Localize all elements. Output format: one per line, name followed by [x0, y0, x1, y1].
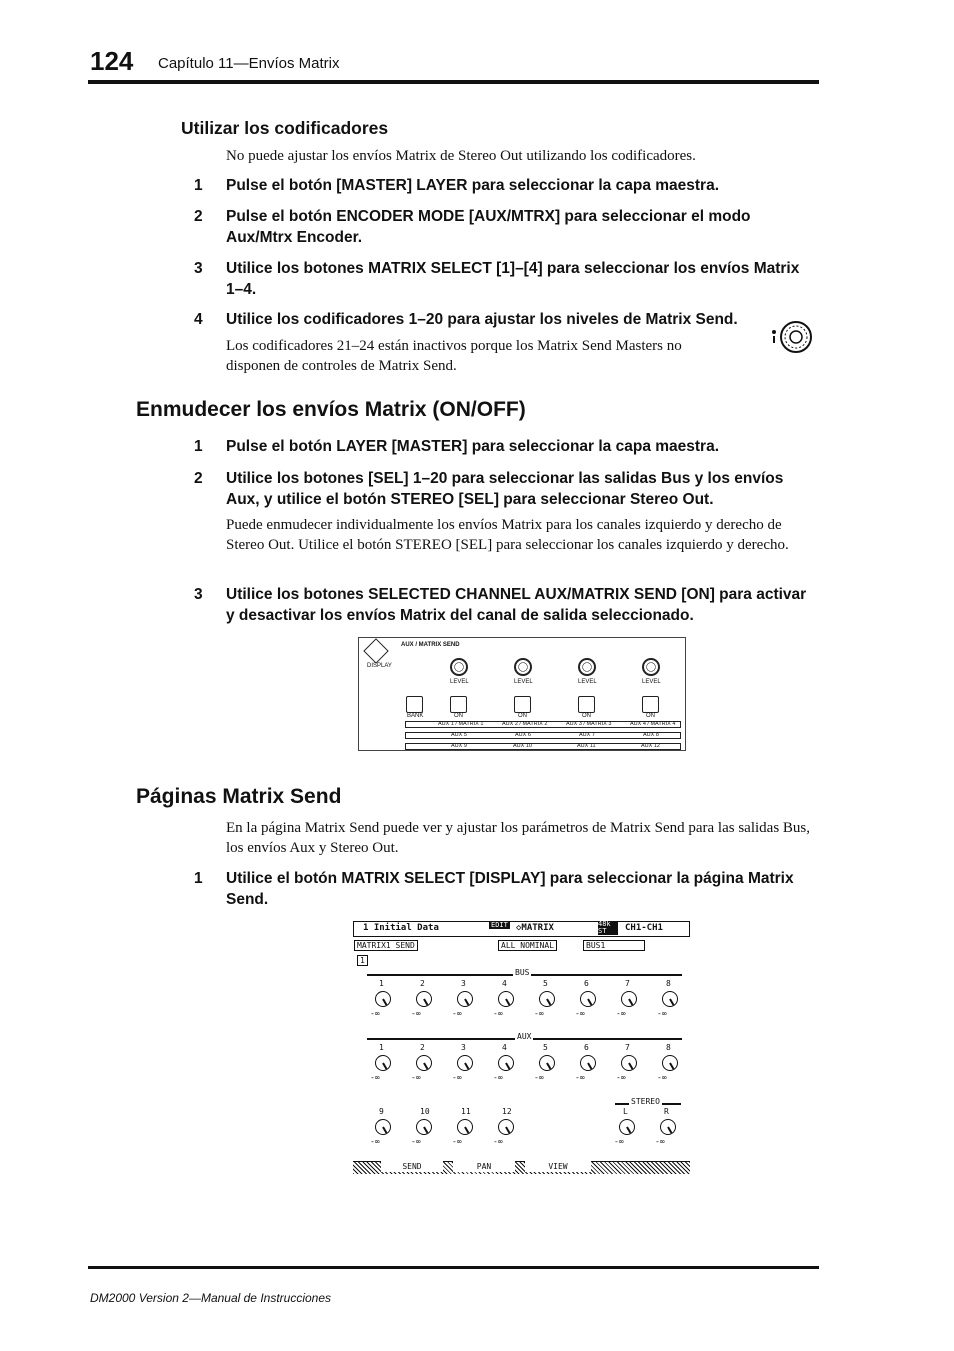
- bank-row-label: AUX 10: [513, 743, 532, 749]
- bank-row-label: AUX 5: [451, 732, 467, 738]
- bank-button[interactable]: [406, 696, 423, 713]
- level-label: LEVEL: [450, 679, 469, 685]
- bus-channel-label: 8: [666, 979, 671, 988]
- step-text: Pulse el botón ENCODER MODE [AUX/MTRX] para seleccionar el modo Aux/Mtrx Encoder.: [226, 208, 751, 246]
- edit-indicator: EDIT: [491, 921, 508, 929]
- bank-row-label: AUX 12: [641, 743, 660, 749]
- step-text: Utilice el botón MATRIX SELECT [DISPLAY] para seleccionar la página Matrix Send.: [226, 870, 794, 908]
- bus-send-value: -∞: [616, 1009, 626, 1018]
- bus-channel-label: 3: [461, 979, 466, 988]
- step-text: Pulse el botón [MASTER] LAYER para seleccionar la capa maestra.: [226, 177, 720, 194]
- bank-row-2: [405, 732, 681, 739]
- stereo-send-knob[interactable]: [619, 1119, 635, 1135]
- bus-send-knob[interactable]: [498, 991, 514, 1007]
- aux-send-knob[interactable]: [375, 1055, 391, 1071]
- on-button-1[interactable]: [450, 696, 467, 713]
- stereo-group-label: STEREO: [631, 1097, 660, 1106]
- step-number: 4: [194, 311, 203, 328]
- aux-send-knob[interactable]: [662, 1055, 678, 1071]
- fs-indicator: 48k ST: [598, 921, 618, 935]
- header-rule: [88, 80, 819, 84]
- encoder-knob-icon: [768, 320, 814, 356]
- on-button-2[interactable]: [514, 696, 531, 713]
- level-knob-1[interactable]: [450, 658, 468, 676]
- lcd-matrix-send-screen: [353, 921, 690, 1173]
- tab-send[interactable]: SEND: [381, 1161, 443, 1172]
- chapter-title: Capítulo 11—Envíos Matrix: [158, 55, 340, 72]
- aux-channel-label: 11: [461, 1107, 471, 1116]
- aux-matrix-send-panel: [358, 637, 686, 751]
- display-label: DISPLAY: [367, 663, 392, 669]
- bus-send-value: -∞: [657, 1009, 667, 1018]
- aux-channel-label: 4: [502, 1043, 507, 1052]
- aux-send-knob[interactable]: [621, 1055, 637, 1071]
- aux-send-knob[interactable]: [498, 1055, 514, 1071]
- bus-send-knob[interactable]: [580, 991, 596, 1007]
- level-knob-2[interactable]: [514, 658, 532, 676]
- bank-row-label: AUX 1 / MATRIX 1: [438, 721, 484, 727]
- step-number: 2: [194, 208, 203, 225]
- bank-row-label: AUX 6: [515, 732, 531, 738]
- stereo-send-value: -∞: [655, 1137, 665, 1146]
- bank-row-label: AUX 8: [643, 732, 659, 738]
- step-text: Utilice los codificadores 1–20 para ajustar los niveles de Matrix Send.: [226, 311, 738, 328]
- section-heading-pages: Páginas Matrix Send: [136, 785, 342, 808]
- bus-send-knob[interactable]: [539, 991, 555, 1007]
- bus-channel-label: 7: [625, 979, 630, 988]
- step-number: 1: [194, 870, 203, 887]
- step-number: 1: [194, 177, 203, 194]
- page-name: ◇MATRIX: [516, 923, 554, 933]
- aux-channel-label: 1: [379, 1043, 384, 1052]
- bus-send-value: -∞: [575, 1009, 585, 1018]
- aux-channel-label: 9: [379, 1107, 384, 1116]
- selected-channel-box: BUS1: [583, 940, 645, 951]
- aux-send-value: -∞: [411, 1137, 421, 1146]
- level-label: LEVEL: [642, 679, 661, 685]
- aux-send-value: -∞: [452, 1137, 462, 1146]
- all-nominal-button[interactable]: ALL NOMINAL: [498, 940, 557, 951]
- on-label: ON: [582, 713, 591, 719]
- bus-channel-label: 6: [584, 979, 589, 988]
- stereo-channel-label: R: [664, 1107, 669, 1116]
- bus-channel-label: 1: [379, 979, 384, 988]
- aux-send-knob[interactable]: [580, 1055, 596, 1071]
- bank-row-label: AUX 11: [577, 743, 596, 749]
- aux-channel-label: 12: [502, 1107, 512, 1116]
- bus-send-value: -∞: [411, 1009, 421, 1018]
- step-text: Pulse el botón LAYER [MASTER] para seleccionar la capa maestra.: [226, 438, 720, 455]
- bank-row-label: AUX 4 / MATRIX 4: [630, 721, 676, 727]
- on-button-3[interactable]: [578, 696, 595, 713]
- bus-group-label: BUS: [515, 968, 530, 977]
- aux-send-value: -∞: [493, 1073, 503, 1082]
- section-heading-encoders: Utilizar los codificadores: [181, 118, 389, 138]
- level-label: LEVEL: [514, 679, 533, 685]
- bank-label: BANK: [407, 713, 424, 719]
- bus-send-knob[interactable]: [457, 991, 473, 1007]
- level-knob-3[interactable]: [578, 658, 596, 676]
- aux-send-knob[interactable]: [416, 1055, 432, 1071]
- aux-send-value: -∞: [493, 1137, 503, 1146]
- aux-send-value: -∞: [452, 1073, 462, 1082]
- matrix-number-box: 1: [357, 955, 368, 966]
- bus-channel-label: 4: [502, 979, 507, 988]
- bus-channel-label: 5: [543, 979, 548, 988]
- channel-label: CH1-CH1: [625, 923, 663, 933]
- aux-send-knob[interactable]: [539, 1055, 555, 1071]
- aux-channel-label: 5: [543, 1043, 548, 1052]
- tab-view[interactable]: VIEW: [525, 1161, 591, 1172]
- bus-send-value: -∞: [493, 1009, 503, 1018]
- section3-intro: En la página Matrix Send puede ver y ajustar los parámetros de Matrix Send para las salidas Bus, los envíos Aux y Stereo Out.: [226, 820, 811, 856]
- section-heading-mute: Enmudecer los envíos Matrix (ON/OFF): [136, 398, 526, 421]
- footer-rule: [88, 1266, 819, 1269]
- aux-send-value: -∞: [370, 1137, 380, 1146]
- on-button-4[interactable]: [642, 696, 659, 713]
- aux-send-knob[interactable]: [457, 1055, 473, 1071]
- step-text: Utilice los botones MATRIX SELECT [1]–[4] para seleccionar los envíos Matrix 1–4.: [226, 260, 800, 298]
- bank-row-label: AUX 9: [451, 743, 467, 749]
- panel-title: AUX / MATRIX SEND: [401, 642, 460, 648]
- level-knob-4[interactable]: [642, 658, 660, 676]
- bank-row-label: AUX 2 / MATRIX 2: [502, 721, 548, 727]
- bank-row-label: AUX 7: [579, 732, 595, 738]
- bank-row-label: AUX 3 / MATRIX 3: [566, 721, 612, 727]
- aux-send-knob[interactable]: [498, 1119, 514, 1135]
- aux-send-knob[interactable]: [375, 1119, 391, 1135]
- display-button[interactable]: [363, 638, 388, 663]
- level-label: LEVEL: [578, 679, 597, 685]
- bank-row-3: [405, 743, 681, 750]
- aux-channel-label: 8: [666, 1043, 671, 1052]
- aux-send-value: -∞: [370, 1073, 380, 1082]
- stereo-channel-label: L: [623, 1107, 628, 1116]
- aux-send-value: -∞: [534, 1073, 544, 1082]
- bus-send-knob[interactable]: [662, 991, 678, 1007]
- on-label: ON: [518, 713, 527, 719]
- stereo-send-knob[interactable]: [660, 1119, 676, 1135]
- step-number: 3: [194, 586, 203, 603]
- page-number: 124: [90, 46, 134, 76]
- on-label: ON: [454, 713, 463, 719]
- aux-send-value: -∞: [616, 1073, 626, 1082]
- section1-intro: No puede ajustar los envíos Matrix de Stereo Out utilizando los codificadores.: [226, 148, 696, 164]
- aux-channel-label: 2: [420, 1043, 425, 1052]
- aux-send-value: -∞: [411, 1073, 421, 1082]
- aux-channel-label: 3: [461, 1043, 466, 1052]
- bus-channel-label: 2: [420, 979, 425, 988]
- aux-send-knob[interactable]: [457, 1119, 473, 1135]
- bank-row-1: [405, 721, 681, 728]
- aux-send-value: -∞: [657, 1073, 667, 1082]
- section1-note: Los codificadores 21–24 están inactivos porque los Matrix Send Masters no disponen de controles de Matrix Send.: [226, 338, 682, 374]
- aux-channel-label: 7: [625, 1043, 630, 1052]
- step-text: Utilice los botones [SEL] 1–20 para seleccionar las salidas Bus y los envíos Aux, y utilice el botón STEREO [SEL] para seleccionar Stereo Out.: [226, 470, 784, 508]
- tab-pan[interactable]: PAN: [453, 1161, 515, 1172]
- matrix-send-label: MATRIX1 SEND: [354, 940, 418, 951]
- bus-send-value: -∞: [534, 1009, 544, 1018]
- on-label: ON: [646, 713, 655, 719]
- stereo-send-value: -∞: [614, 1137, 624, 1146]
- bus-send-knob[interactable]: [416, 991, 432, 1007]
- section2-note: Puede enmudecer individualmente los envíos Matrix para los canales izquierdo y derecho de Stereo Out. Utilice el botón STEREO [SEL] para seleccionar los canales izquierdo y derecho.: [226, 517, 789, 553]
- step-number: 2: [194, 470, 203, 487]
- scene-label: 1 Initial Data: [363, 923, 439, 933]
- bus-send-knob[interactable]: [375, 991, 391, 1007]
- footer-text: DM2000 Version 2—Manual de Instrucciones: [90, 1291, 332, 1305]
- aux-send-knob[interactable]: [416, 1119, 432, 1135]
- aux-send-value: -∞: [575, 1073, 585, 1082]
- aux-channel-label: 6: [584, 1043, 589, 1052]
- aux-group-label: AUX: [517, 1032, 532, 1041]
- bus-send-value: -∞: [452, 1009, 462, 1018]
- step-text: Utilice los botones SELECTED CHANNEL AUX/MATRIX SEND [ON] para activar y desactivar los envíos Matrix del canal de salida seleccionado.: [226, 586, 807, 624]
- bus-send-knob[interactable]: [621, 991, 637, 1007]
- step-number: 1: [194, 438, 203, 455]
- step-number: 3: [194, 260, 203, 277]
- bus-send-value: -∞: [370, 1009, 380, 1018]
- aux-channel-label: 10: [420, 1107, 430, 1116]
